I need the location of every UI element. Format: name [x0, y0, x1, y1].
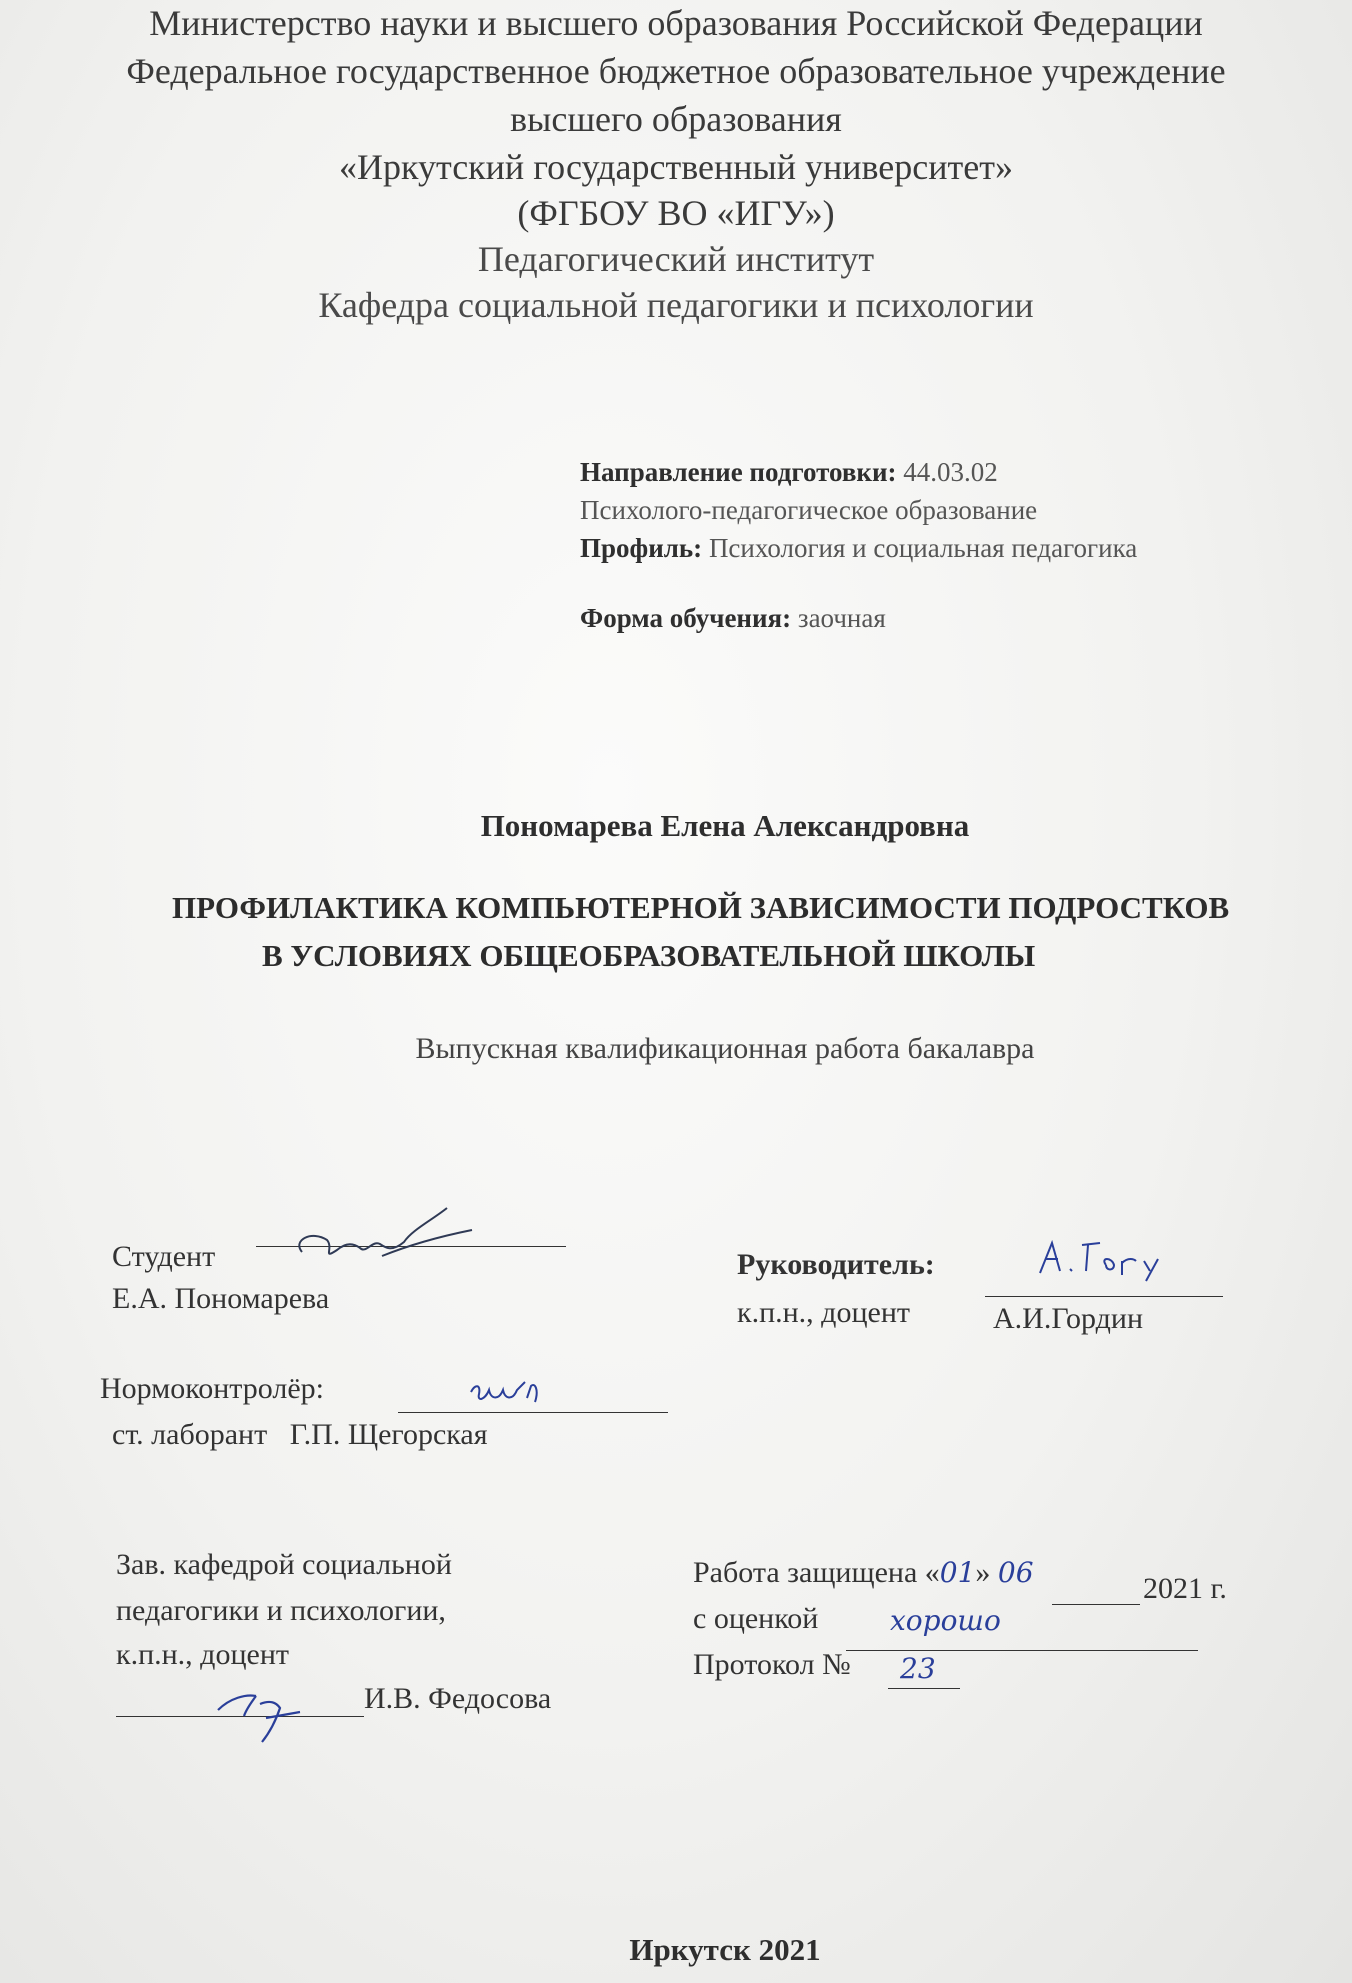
grade-line	[846, 1650, 1198, 1651]
thesis-title-line2: В УСЛОВИЯХ ОБЩЕОБРАЗОВАТЕЛЬНОЙ ШКОЛЫ	[262, 938, 1036, 973]
institute-name: Педагогический институт	[477, 239, 875, 279]
head-of-department-line1: Зав. кафедрой социальной	[116, 1548, 452, 1581]
study-form-value: заочная	[797, 603, 886, 633]
defense-month: 06	[997, 1556, 1034, 1589]
head-of-department-line3: к.п.н., доцент	[116, 1638, 289, 1671]
defense-text-before: Работа защищена «	[693, 1556, 940, 1589]
grade-label: с оценкой	[693, 1602, 819, 1635]
defense-month-line	[1052, 1604, 1140, 1605]
supervisor-signature-line	[985, 1296, 1223, 1297]
university-abbreviation: (ФГБОУ ВО «ИГУ»)	[517, 193, 835, 233]
direction-code: 44.03.02	[903, 457, 998, 487]
normcontrol-signature-line	[398, 1412, 668, 1413]
normcontrol-name: Г.П. Щегорская	[289, 1418, 488, 1451]
ministry-name: Министерство науки и высшего образования Российской Федерации	[149, 3, 1203, 43]
education-level: высшего образования	[510, 99, 842, 139]
profile-value: Психология и социальная педагогика	[708, 533, 1138, 563]
head-of-department-name: И.В. Федосова	[364, 1682, 552, 1715]
thesis-title-line1: ПРОФИЛАКТИКА КОМПЬЮТЕРНОЙ ЗАВИСИМОСТИ ПОДРОСТКОВ	[172, 890, 1230, 925]
defense-year: 2021 г.	[1143, 1572, 1227, 1605]
normcontrol-label: Нормоконтролёр:	[100, 1372, 325, 1405]
defense-line	[693, 1556, 1034, 1590]
supervisor-position: к.п.н., доцент	[737, 1296, 910, 1329]
grade-value: хорошо	[890, 1604, 1001, 1637]
university-name: «Иркутский государственный университет»	[339, 147, 1013, 187]
direction-name: Психолого-педагогическое образование	[580, 495, 1038, 525]
profile-label: Профиль:	[580, 533, 703, 563]
study-form-label: Форма обучения:	[580, 603, 792, 633]
profile-line	[580, 533, 1137, 564]
author-name: Пономарева Елена Александровна	[480, 808, 970, 843]
study-form-line	[580, 603, 886, 634]
head-of-department-signature	[210, 1680, 320, 1750]
student-name: Е.А. Пономарева	[112, 1282, 330, 1315]
supervisor-name: А.И.Гордин	[993, 1302, 1144, 1335]
institution-type: Федеральное государственное бюджетное образовательное учреждение	[126, 51, 1226, 91]
normcontrol-position-text: ст. лаборант	[112, 1418, 268, 1451]
work-type: Выпускная квалификационная работа бакалавра	[415, 1032, 1035, 1065]
student-signature	[282, 1200, 482, 1280]
head-of-department-line2: педагогики и психологии,	[116, 1594, 446, 1627]
city-year: Иркутск 2021	[629, 1932, 821, 1967]
protocol-number: 23	[900, 1652, 936, 1685]
protocol-label: Протокол №	[693, 1648, 851, 1681]
protocol-line	[888, 1688, 960, 1689]
department-name: Кафедра социальной педагогики и психологии	[318, 285, 1034, 325]
normcontrol-position	[112, 1418, 488, 1452]
student-label: Студент	[112, 1240, 216, 1273]
direction-line	[580, 457, 998, 488]
supervisor-signature	[1030, 1235, 1170, 1285]
direction-label: Направление подготовки:	[580, 457, 897, 487]
defense-day: 01	[939, 1556, 976, 1589]
normcontrol-signature	[465, 1372, 555, 1412]
supervisor-label: Руководитель:	[737, 1248, 935, 1281]
defense-text-middle: »	[975, 1556, 991, 1589]
